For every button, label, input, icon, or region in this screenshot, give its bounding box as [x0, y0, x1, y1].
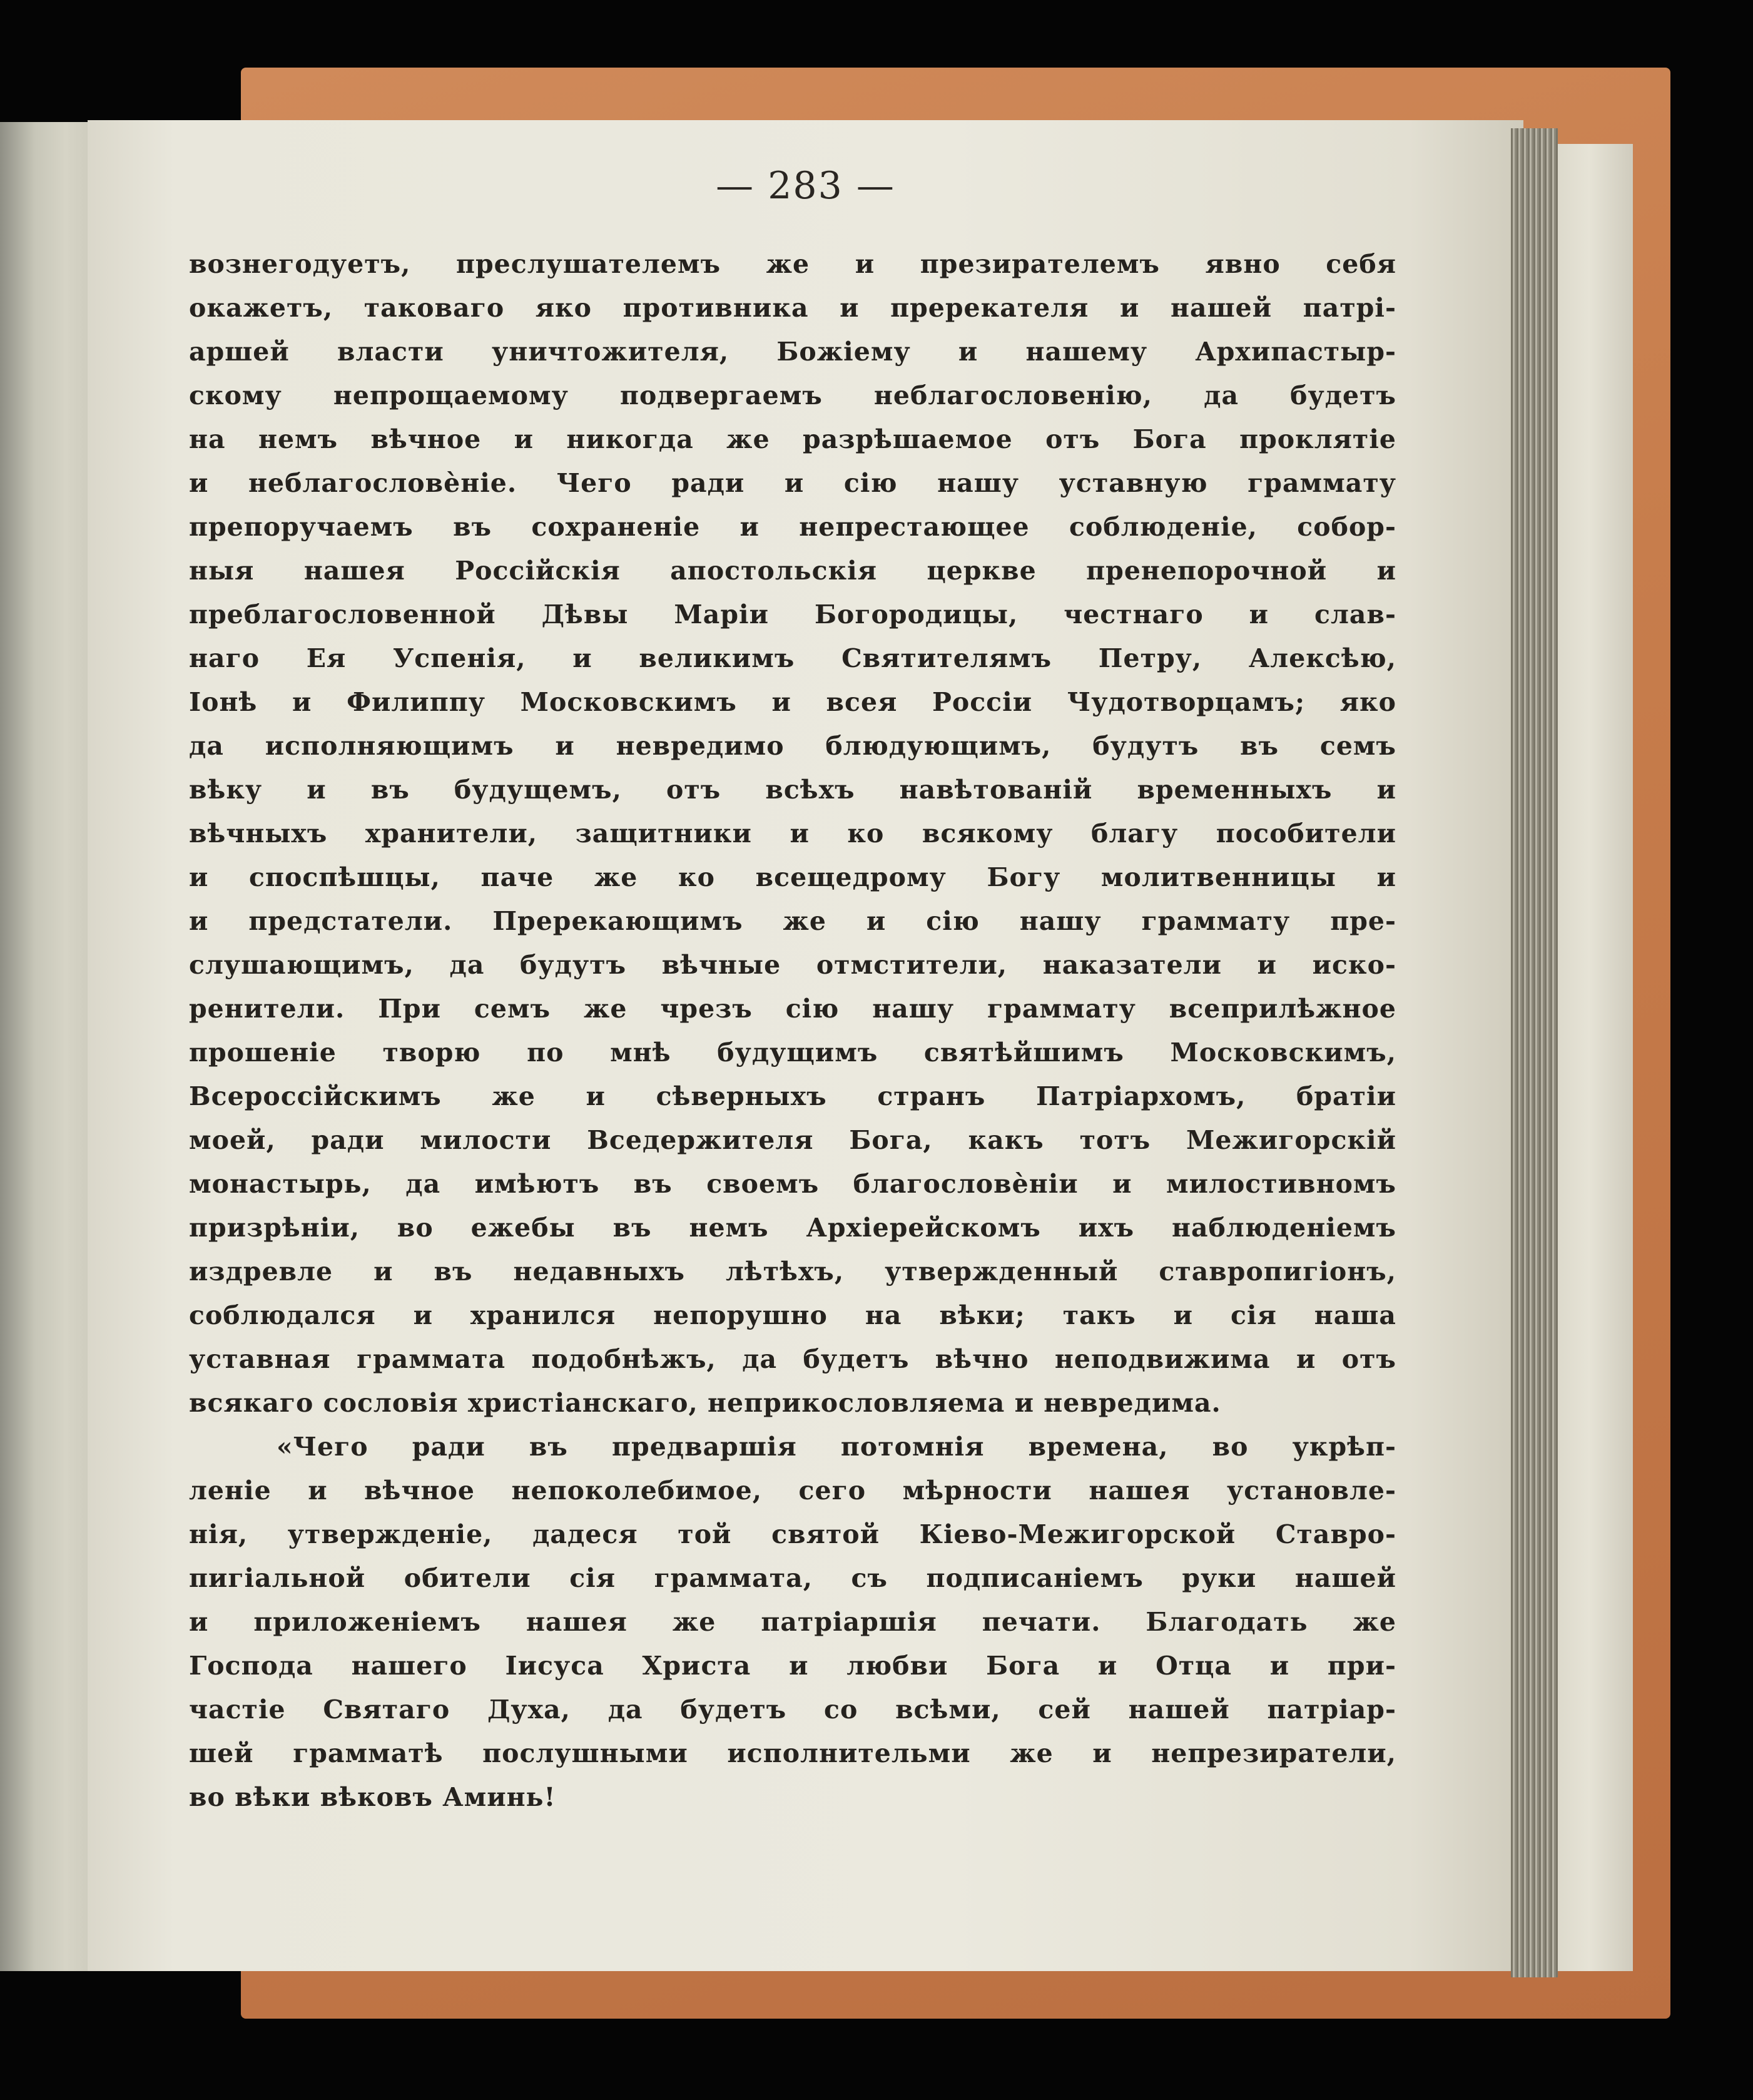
text-line: наго Ея Успенія, и великимъ Святителямъ Петру, Алексѣю, [189, 643, 1396, 673]
text-line: пигіальной обители сія граммата, съ подписаніемъ руки нашей [189, 1563, 1396, 1593]
text-line: слушающимъ, да будутъ вѣчные отмстители, наказатели и иско- [189, 950, 1396, 980]
text-line: Господа нашего Іисуса Христа и любви Бога и Отца и при- [189, 1651, 1396, 1681]
text-line: на немъ вѣчное и никогда же разрѣшаемое отъ Бога проклятіе [189, 424, 1396, 454]
text-line: вѣку и въ будущемъ, отъ всѣхъ навѣтованій временныхъ и [189, 775, 1396, 805]
text-line: частіе Святаго Духа, да будетъ со всѣми, сей нашей патріар- [189, 1695, 1396, 1725]
text-line: во вѣки вѣковъ Аминь! [189, 1782, 556, 1812]
text-line: всякаго сословія христіанскаго, неприкословляема и невредима. [189, 1388, 1221, 1418]
text-line: аршей власти уничтожителя, Божіему и нашему Архипастыр- [189, 337, 1396, 367]
text-line: моей, ради милости Вседержителя Бога, какъ тотъ Межигорскій [189, 1125, 1396, 1155]
text-line: ныя нашея Россійскія апостольскія церкве пренепорочной и [189, 556, 1396, 586]
left-page-edge [0, 122, 88, 1971]
text-line: Іонѣ и Филиппу Московскимъ и всея Россіи Чудотворцамъ; яко [189, 687, 1396, 717]
text-line: и предстатели. Пререкающимъ же и сію нашу граммату пре- [189, 906, 1396, 936]
page-edge-stack [1511, 128, 1558, 1977]
text-line: шей грамматѣ послушными исполнительми же и непрезиратели, [189, 1738, 1396, 1768]
text-line: ренители. При семъ же чрезъ сію нашу граммату всеприлѣжное [189, 994, 1396, 1024]
text-line: вѣчныхъ хранители, защитники и ко всякому благу пособители [189, 818, 1396, 849]
back-leaf [1545, 144, 1633, 1971]
text-line: призрѣніи, во ежебы въ немъ Архіерейскомъ ихъ наблюденіемъ [189, 1213, 1396, 1243]
text-line: издревле и въ недавныхъ лѣтѣхъ, утвержденный ставропигіонъ, [189, 1256, 1396, 1287]
text-line: прошеніе творю по мнѣ будущимъ святѣйшимъ Московскимъ, [189, 1037, 1396, 1068]
text-line: преблагословенной Дѣвы Маріи Богородицы, честнаго и слав- [189, 599, 1396, 629]
text-line: леніе и вѣчное непоколебимое, сего мѣрности нашея установле- [189, 1476, 1396, 1506]
text-line: и споспѣшцы, паче же ко всещедрому Богу молитвенницы и [189, 862, 1396, 892]
text-line: да исполняющимъ и невредимо блюдующимъ, будутъ въ семъ [189, 731, 1396, 761]
text-line: Всероссійскимъ же и сѣверныхъ странъ Патріархомъ, братіи [189, 1081, 1396, 1111]
text-line: вознегодуетъ, преслушателемъ же и презирателемъ явно себя [189, 249, 1396, 279]
text-line: «Чего ради въ предваршія потомнія времена, во укрѣп- [277, 1432, 1396, 1462]
text-line: нія, утвержденіе, дадеся той святой Кіево-Межигорской Ставро- [189, 1519, 1396, 1549]
text-line: препоручаемъ въ сохраненіе и непрестающее соблюденіе, собор- [189, 512, 1396, 542]
text-line: соблюдался и хранился непорушно на вѣки; такъ и сія наша [189, 1300, 1396, 1330]
text-line: монастырь, да имѣютъ въ своемъ благословѐніи и милостивномъ [189, 1169, 1396, 1199]
text-line: окажетъ, таковаго яко противника и пререкателя и нашей патрі- [189, 293, 1396, 323]
page-number: — 283 — [716, 164, 895, 208]
text-line: и неблагословѐніе. Чего ради и сію нашу уставную граммату [189, 468, 1396, 498]
text-line: и приложеніемъ нашея же патріаршія печати. Благодать же [189, 1607, 1396, 1637]
page-body-text [189, 242, 1396, 1819]
text-line: скому непрощаемому подвергаемъ неблагословенію, да будетъ [189, 380, 1396, 410]
book-page [88, 120, 1523, 1971]
text-line: уставная граммата подобнѣжъ, да будетъ вѣчно неподвижима и отъ [189, 1344, 1396, 1374]
